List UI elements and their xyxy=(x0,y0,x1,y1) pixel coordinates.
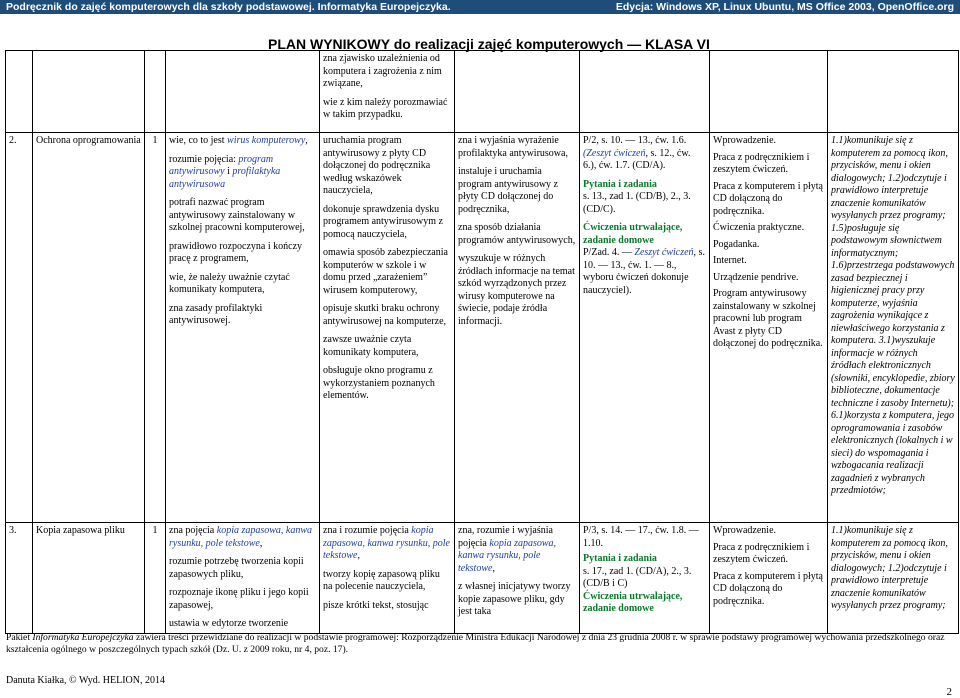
cell-extended xyxy=(320,133,455,523)
list-item: prawidłowo rozpoczyna i kończy pracę z programem, xyxy=(169,240,303,264)
cell-curriculum: 1.1)komunikuje się z komputerem za pomocą ikon, przycisków, menu i okien dialogowych; 1.2)odczytuje i prawidłowo interpretuje znaczenie komunikatów wysyłanych przez programy; 1.5)posługuje się podstawowym słownictwem informatycznym; 1.6)przestrzega podstawowych zasad bezpiecznej i higienicznej pracy przy komputerze, wyjaśnia zagrożenia wynikające z niewłaściwego korzystania z komputera. 3.1)wyszukuje informacje w różnych źródłach elektronicznych (słowniki, encyklopedie, zbiory biblioteczne, dokumentacje techniczne i zasoby Internetu); 6.1)korzysta z komputera, jego oprogramowania i zasobów elektronicznych (lokalnych i w sieci) do wspomagania i wzbogacania realizacji zagadnień z wybranych przedmiotów; xyxy=(828,133,959,523)
cell-topic xyxy=(33,51,145,133)
page-number: 2 xyxy=(946,686,952,698)
list-item: zawsze uważnie czyta komunikaty komputera, xyxy=(323,334,419,358)
list-item: ustawia w edytorze tworzenie xyxy=(169,618,289,629)
cell-materials xyxy=(580,51,710,133)
cell-hours xyxy=(145,51,166,133)
list-item: wyszukuje w różnych źródłach informacje na temat szkód wyrządzonych przez wirusy komputerowe na świecie, podaje źródła informacji. xyxy=(458,253,575,327)
cell-advanced xyxy=(455,133,580,523)
list-item: wie, że należy uważnie czytać komunikaty komputera, xyxy=(169,271,290,295)
list-item: dokonuje sprawdzenia dysku programem antywirusowym z pomocą nauczyciela, xyxy=(323,203,443,240)
cell-topic: Ochrona oprogramowania xyxy=(33,133,145,523)
cell-methods xyxy=(710,523,828,634)
list-item: Ćwiczenia praktyczne. xyxy=(713,222,805,233)
list-item: Pogadanka. xyxy=(713,238,760,250)
author-credit: Danuta Kiałka, © Wyd. HELION, 2014 xyxy=(6,675,165,686)
list-item: uruchamia program antywirusowy z płyty CD dołączonej do podręcznika według wskazówek nauczyciela, xyxy=(323,135,431,196)
cell-lp: 3. xyxy=(6,523,33,634)
cell-materials xyxy=(580,523,710,634)
list-item: zna i rozumie pojęcia kopia zapasowa, kanwa rysunku, pole tekstowe, xyxy=(323,525,450,561)
cell-curriculum xyxy=(828,51,959,133)
list-item: P/3, s. 14. — 17., ćw. 1.8. — 1.10. xyxy=(583,525,699,549)
section-heading: Pytania i zadania xyxy=(583,178,657,190)
plan-table xyxy=(5,50,959,634)
list-item: opisuje skutki braku ochrony antywirusowej na komputerze, xyxy=(323,303,447,327)
list-item: P/Zad. 4. — Zeszyt ćwiczeń, s. 10. — 13., ćw. 1. — 8., wyboru ćwiczeń dokonuje nauczyciel). xyxy=(583,247,705,296)
section-heading: Pytania i zadania xyxy=(583,553,657,564)
list-item: zna zjawisko uzależnienia od komputera i zagrożenia z nim związane, xyxy=(323,53,442,89)
list-item: Praca z podręcznikiem i zeszytem ćwiczeń. xyxy=(713,151,810,175)
list-item: Wprowadzenie. xyxy=(713,525,777,536)
section-heading: Ćwiczenia utrwalające, zadanie domowe xyxy=(583,222,683,246)
list-item: obsługuje okno programu z wykorzystaniem poznanych elementów. xyxy=(323,365,435,401)
cell-methods xyxy=(710,51,828,133)
cell-basic xyxy=(166,51,320,133)
document-header-bar xyxy=(0,0,960,14)
list-item: tworzy kopię zapasową pliku na polecenie nauczyciela, xyxy=(323,568,440,592)
list-item: Program antywirusowy zainstalowany w szkolnej pracowni lub program Avast z płyty CD dołączonej do podręcznika. xyxy=(713,288,823,349)
cell-advanced xyxy=(455,51,580,133)
list-item: zna pojęcia kopia zapasowa, kanwa rysunku, pole tekstowe, xyxy=(169,525,313,549)
list-item: rozumie pojęcia: program antywirusowy i profilaktyka antywirusowa xyxy=(169,153,281,190)
cell-basic xyxy=(166,133,320,523)
cell-lp xyxy=(6,51,33,133)
list-item: omawia sposób zabezpieczania komputerów w szkole i w domu przed „zarażeniem” wirusem komputerowy, xyxy=(323,247,448,296)
cell-methods xyxy=(710,133,828,523)
footer-note: Pakiet Informatyka Europejczyka zawiera treści przewidziane do realizacji w podstawie programowej: Rozporządzenie Ministra Edukacji Narodowej z dnia 23 grudnia 2008 r. w sprawie podstawy programowej wychowania przedszkolnego oraz kształcenia ogólnego w poszczególnych typach szkół (Dz. U. z 2009 roku, nr 4, poz. 17). xyxy=(6,632,945,655)
header-edition: Edycja: Windows XP, Linux Ubuntu, MS Office 2003, OpenOffice.org xyxy=(615,1,954,13)
cell-advanced xyxy=(455,523,580,634)
list-item: Internet. xyxy=(713,255,747,266)
section-heading: Ćwiczenia utrwalające, zadanie domowe xyxy=(583,590,683,614)
list-item: Urządzenie pendrive. xyxy=(713,271,799,283)
cell-basic xyxy=(166,523,320,634)
cell-curriculum: 1.1)komunikuje się z komputerem za pomocą ikon, przycisków, menu i okien dialogowych; 1.2)odczytuje i prawidłowo interpretuje znaczenie komunikatów wysyłanych przez programy; xyxy=(828,523,959,634)
cell-extended xyxy=(320,51,455,133)
list-item: rozumie potrzebę tworzenia kopii zapasowych pliku, xyxy=(169,556,304,580)
list-item: s. 13., zad 1. (CD/B), 2., 3. (CD/C). xyxy=(583,191,691,215)
cell-extended xyxy=(320,523,455,634)
table-row xyxy=(6,523,959,634)
list-item: zna, rozumie i wyjaśnia pojęcia kopia zapasowa, kanwa rysunku, pole tekstowe, xyxy=(458,525,557,574)
list-item: Praca z komputerem i płytą CD dołączoną do podręcznika. xyxy=(713,180,823,217)
list-item: s. 17., zad 1. (CD/A), 2., 3. (CD/B i C) xyxy=(583,565,692,589)
list-item: wie z kim należy porozmawiać w takim przypadku. xyxy=(323,96,448,120)
table-row xyxy=(6,133,959,523)
cell-lp: 2. xyxy=(6,133,33,523)
list-item: instaluje i uruchamia program antywirusowy z płyty CD dołączonej do podręcznika, xyxy=(458,166,558,215)
cell-hours: 1 xyxy=(145,133,166,523)
cell-topic: Kopia zapasowa pliku xyxy=(33,523,145,634)
list-item: Wprowadzenie. xyxy=(713,135,777,146)
cell-hours: 1 xyxy=(145,523,166,634)
list-item: rozpoznaje ikonę pliku i jego kopii zapasowej, xyxy=(169,587,309,611)
list-item: Praca z komputerem i płytą CD dołączoną do podręcznika. xyxy=(713,570,823,607)
list-item: P/2, s. 10. — 13., ćw. 1.6. (Zeszyt ćwiczeń, s. 12., ćw. 6.), ćw. 1.7. (CD/A). xyxy=(583,135,691,171)
list-item: z własnej inicjatywy tworzy kopie zapasowe pliku, gdy jest taka xyxy=(458,581,571,617)
list-item: Praca z podręcznikiem i zeszytem ćwiczeń. xyxy=(713,541,810,565)
list-item: zna i wyjaśnia wyrażenie profilaktyka antywirusowa, xyxy=(458,135,568,159)
list-item: zna sposób działania programów antywirusowych, xyxy=(458,222,576,246)
cell-materials xyxy=(580,133,710,523)
list-item: pisze krótki tekst, stosując xyxy=(323,599,429,611)
list-item: potrafi nazwać program antywirusowy zainstalowany w szkolnej pracowni komputerowej, xyxy=(169,197,305,233)
header-book-title: Podręcznik do zajęć komputerowych dla szkoły podstawowej. Informatyka Europejczyka. xyxy=(6,1,451,13)
table-row xyxy=(6,51,959,133)
list-item: zna zasady profilaktyki antywirusowej. xyxy=(169,302,263,326)
list-item: wie, co to jest wirus komputerowy, xyxy=(169,135,308,146)
